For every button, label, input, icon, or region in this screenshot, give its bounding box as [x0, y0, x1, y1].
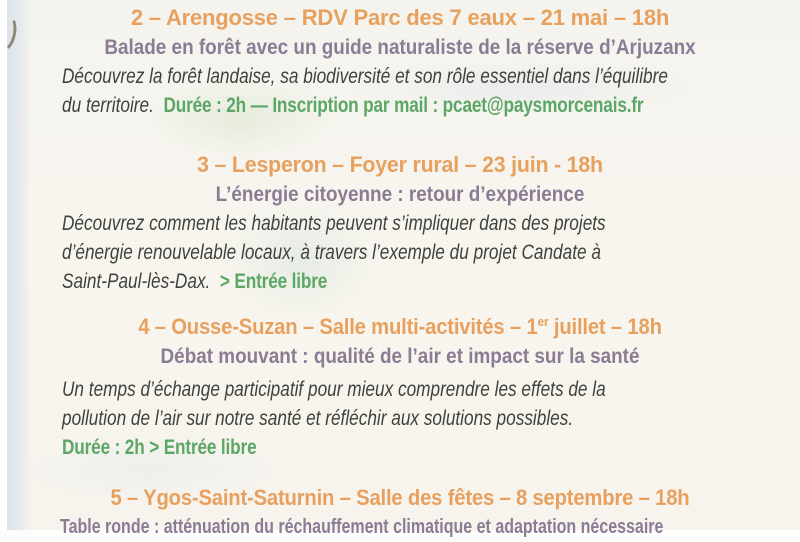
event-title-text: 4 – Ousse-Suzan – Salle multi-activités – 1 [138, 314, 538, 339]
event-description-end: Saint-Paul-lès-Dax. [62, 270, 211, 293]
event-title-superscript: er [537, 314, 549, 329]
event-subtitle: Table ronde : atténuation du réchauffement climatique et adaptation nécessaire [60, 516, 664, 538]
event-title-text: juillet – 18h [548, 314, 662, 339]
event-info-line: Durée : 2h > Entrée libre [62, 436, 257, 459]
event-block-arengosse [0, 3, 800, 120]
event-block-ygos-saint-saturnin [0, 483, 800, 542]
event-info-inline: Durée : 2h — Inscription par mail : pcaet@paysmorcenais.fr [163, 94, 644, 117]
event-description [62, 62, 667, 120]
event-title: 2 – Arengosse – RDV Parc des 7 eaux – 21 mai – 18h [130, 5, 670, 30]
event-description [62, 375, 667, 462]
event-description-line: pollution de l’air sur notre santé et réfléchir aux solutions possibles. [62, 407, 574, 430]
event-subtitle: L’énergie citoyenne : retour d’expérience [215, 183, 585, 206]
event-description-line [62, 267, 667, 296]
event-title: 3 – Lesperon – Foyer rural – 23 juin - 18h [197, 152, 603, 177]
event-description-line: Un temps d’échange participatif pour mieux comprendre les effets de la [62, 378, 606, 401]
event-description-line [62, 91, 667, 120]
event-block-ousse-suzan [0, 307, 800, 462]
event-description-end: du territoire. [62, 94, 154, 117]
event-title [32, 307, 768, 342]
event-subtitle: Balade en forêt avec un guide naturaliste de la réserve d’Arjuzanx [104, 36, 696, 59]
event-title: 5 – Ygos-Saint-Saturnin – Salle des fêtes – 8 septembre – 18h [110, 485, 690, 510]
event-description [62, 209, 667, 296]
event-info-inline: > Entrée libre [219, 270, 328, 293]
event-description-line: Découvrez comment les habitants peuvent s’impliquer dans des projets [62, 212, 606, 235]
event-description-line: d’énergie renouvelable locaux, à travers l’exemple du projet Candate à [62, 241, 601, 264]
event-description-line: Découvrez la forêt landaise, sa biodiversité et son rôle essentiel dans l’équilibre [62, 65, 668, 88]
event-block-lesperon [0, 150, 800, 296]
event-subtitle: Débat mouvant : qualité de l’air et impact sur la santé [160, 345, 640, 368]
